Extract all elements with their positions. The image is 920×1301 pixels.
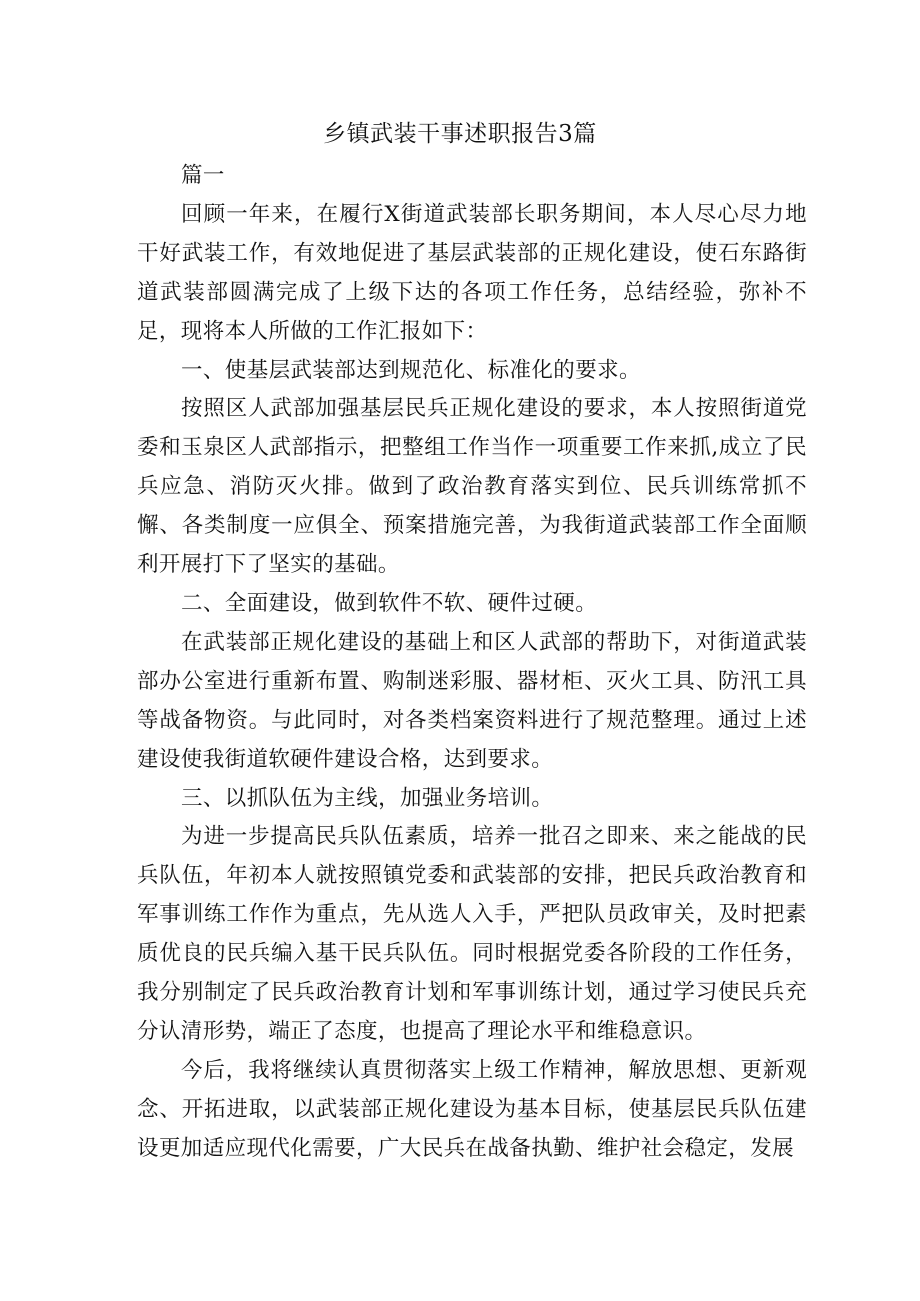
paragraph-training: 为进一步提高民兵队伍素质，培养一批召之即来、来之能战的民兵队伍，年初本人就按照镇党委和武装部的安排，把民兵政治教育和军事训练工作作为重点，先从选人入手，严把队员政审关，及时把素质优良的民兵编入基干民兵队伍。同时根据党委各阶段的工作任务，我分别制定了民兵政治教育计划和军事训练计划，通过学习使民兵充分认清形势，端正了态度，也提高了理论水平和维稳意识。: [137, 824, 807, 1044]
paragraph-standardization: 按照区人武部加强基层民兵正规化建设的要求，本人按照街道党委和玉泉区人武部指示，把整组工作当作一项重要工作来抓,成立了民兵应急、消防灭火排。做到了政治教育落实到位、民兵训练常抓不懈、各类制度一应俱全、预案措施完善，为我街道武装部工作全面顺利开展打下了坚实的基础。: [137, 396, 807, 578]
section-heading-standardization: 一、使基层武装部达到规范化、标准化的要求。: [181, 357, 641, 383]
section-heading-training: 三、以抓队伍为主线，加强业务培训。: [181, 785, 554, 811]
paragraph-construction: 在武装部正规化建设的基础上和区人武部的帮助下，对街道武装部办公室进行重新布置、购制迷彩服、器材柜、灭火工具、防汛工具等战备物资。与此同时，对各类档案资料进行了规范整理。通过上述建设使我街道软硬件建设合格，达到要求。: [137, 629, 807, 772]
section-heading-construction: 二、全面建设，做到软件不软、硬件过硬。: [181, 590, 598, 616]
section-heading-part-one: 篇一: [181, 163, 225, 188]
paragraph-future: 今后，我将继续认真贯彻落实上级工作精神，解放思想、更新观念、开拓进取，以武装部正规化建设为基本目标，使基层民兵队伍建设更加适应现代化需要，广大民兵在战备执勤、维护社会稳定，发展: [137, 1057, 807, 1161]
document-body: [137, 157, 807, 1169]
paragraph-intro: 回顾一年来，在履行X街道武装部长职务期间，本人尽心尽力地干好武装工作，有效地促进了基层武装部的正规化建设，使石东路街道武装部圆满完成了上级下达的各项工作任务，总结经验，弥补不足，现将本人所做的工作汇报如下：: [137, 201, 807, 344]
document-title: 乡镇武装干事述职报告3篇: [323, 121, 597, 147]
